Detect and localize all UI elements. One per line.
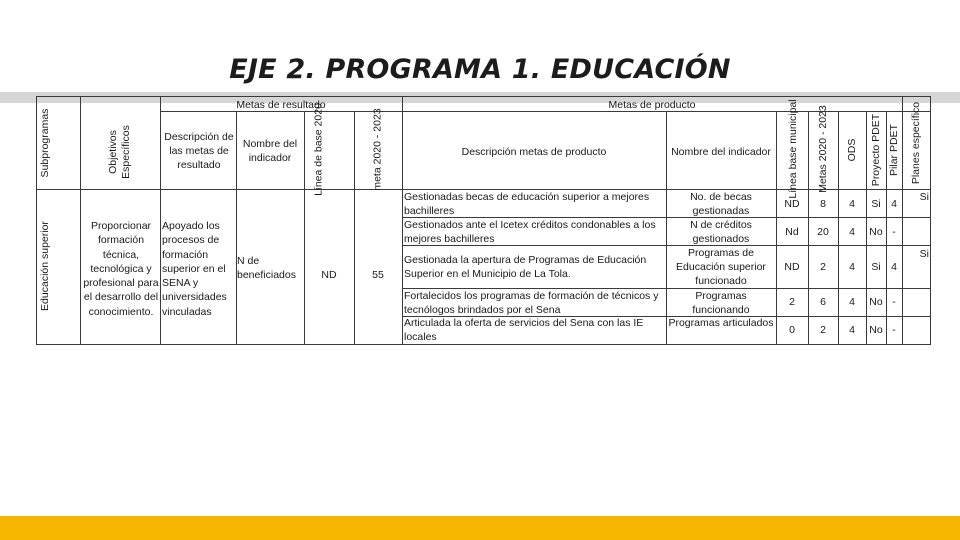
col-line: [304, 111, 305, 345]
producto-proyecto-2: No: [869, 226, 883, 238]
producto-descripcion-4: Fortalecidos los programas de formación de técnicos y tecnólogos brindados por el Sena: [404, 290, 659, 316]
header-nombre-indicador-producto: Nombre del indicador: [671, 146, 771, 158]
resultado-indicador-cell: N de beneficiados: [237, 255, 296, 281]
producto-indicador-1: No. de becas gestionadas: [690, 191, 752, 217]
col-line: [902, 96, 903, 345]
producto-linea-base-2: Nd: [785, 226, 799, 238]
header-objetivos: Objetivos Específicos: [107, 125, 132, 179]
producto-indicador-3: Programas de Educación superior funcionado: [676, 247, 766, 287]
producto-proyecto-4: No: [869, 296, 883, 308]
producto-indicador-2: N de créditos gestionados: [690, 219, 752, 245]
producto-pilar-5: -: [892, 324, 896, 336]
header-linea-base-2020: Línea de base 2020: [312, 103, 325, 196]
producto-descripcion-5: Articulada la oferta de servicios del Sena con las IE locales: [404, 317, 644, 343]
producto-linea-base-5: 0: [789, 324, 795, 336]
producto-indicador-5: Programas articulados: [668, 317, 774, 329]
table-border-bottom: [36, 344, 931, 345]
producto-linea-base-1: ND: [784, 198, 800, 210]
producto-planes-1: Si: [919, 191, 929, 203]
footer-accent-bar: [0, 516, 960, 540]
header-ods: ODS: [846, 138, 858, 162]
producto-ods-2: 4: [849, 226, 855, 238]
producto-meta-2: 20: [817, 226, 829, 238]
producto-ods-3: 4: [849, 261, 855, 273]
header-nombre-indicador-resultado: Nombre del indicador: [242, 138, 298, 164]
producto-ods-5: 4: [849, 324, 855, 336]
producto-proyecto-5: No: [869, 324, 883, 336]
resultado-descripcion-cell: Apoyado los procesos de formación superior en el SENA y universidades vinculadas: [162, 220, 227, 318]
producto-ods-1: 4: [849, 198, 855, 210]
objetivo-cell: Proporcionar formación técnica, tecnológica y profesional para el desarrollo del conocimiento.: [83, 220, 159, 318]
header-meta-2020-2023: meta 2020 - 2023: [371, 108, 384, 191]
header-desc-metas-resultado: Descripción de las metas de resultado: [164, 131, 234, 171]
producto-meta-4: 6: [820, 296, 826, 308]
producto-descripcion-3: Gestionada la apertura de Programas de Educación Superior en el Municipio de La Tola.: [404, 254, 647, 280]
header-planes-especifico: Planes específico: [910, 101, 922, 185]
header-subprogramas: Subprogramas: [39, 108, 51, 178]
page-title: EJE 2. PROGRAMA 1. EDUCACIÓN: [229, 54, 731, 85]
producto-pilar-4: -: [892, 296, 896, 308]
header-metas-producto: Metas de producto: [608, 99, 696, 111]
producto-linea-base-3: ND: [784, 261, 800, 273]
producto-meta-1: 8: [820, 198, 826, 210]
producto-proyecto-1: Si: [871, 198, 881, 210]
producto-pilar-3: 4: [891, 261, 897, 273]
col-line: [354, 111, 355, 345]
header-metas-2020-2023: Metas 2020 - 2023: [817, 105, 829, 193]
header-desc-metas-producto: Descripción metas de producto: [461, 146, 607, 158]
producto-descripcion-1: Gestionadas becas de educación superior a mejores bachilleres: [404, 191, 650, 217]
subprograma-cell: Educación superior: [39, 221, 51, 311]
col-line: [402, 96, 403, 345]
producto-pilar-2: -: [892, 226, 896, 238]
producto-meta-3: 2: [820, 261, 826, 273]
producto-meta-5: 2: [820, 324, 826, 336]
producto-pilar-1: 4: [891, 198, 897, 210]
col-line: [36, 96, 37, 345]
table-border-top: [36, 96, 931, 97]
header-proyecto-pdet: Proyecto PDET: [870, 113, 882, 187]
producto-planes-3: Si: [919, 248, 929, 260]
col-line: [930, 96, 931, 345]
resultado-meta-cell: 55: [372, 269, 384, 281]
producto-indicador-4: Programas funcionando: [692, 290, 750, 316]
header-pilar-pdet: Pilar PDET: [888, 124, 900, 176]
producto-descripcion-2: Gestionados ante el Icetex créditos condonables a los mejores bachilleres: [404, 219, 656, 245]
producto-proyecto-3: Si: [871, 261, 881, 273]
producto-ods-4: 4: [849, 296, 855, 308]
resultado-linea-base-cell: ND: [321, 269, 337, 281]
header-linea-base-municipal: Línea base municipal: [787, 99, 799, 199]
producto-linea-base-4: 2: [789, 296, 795, 308]
header-metas-resultado: Metas de resultado: [236, 99, 326, 111]
